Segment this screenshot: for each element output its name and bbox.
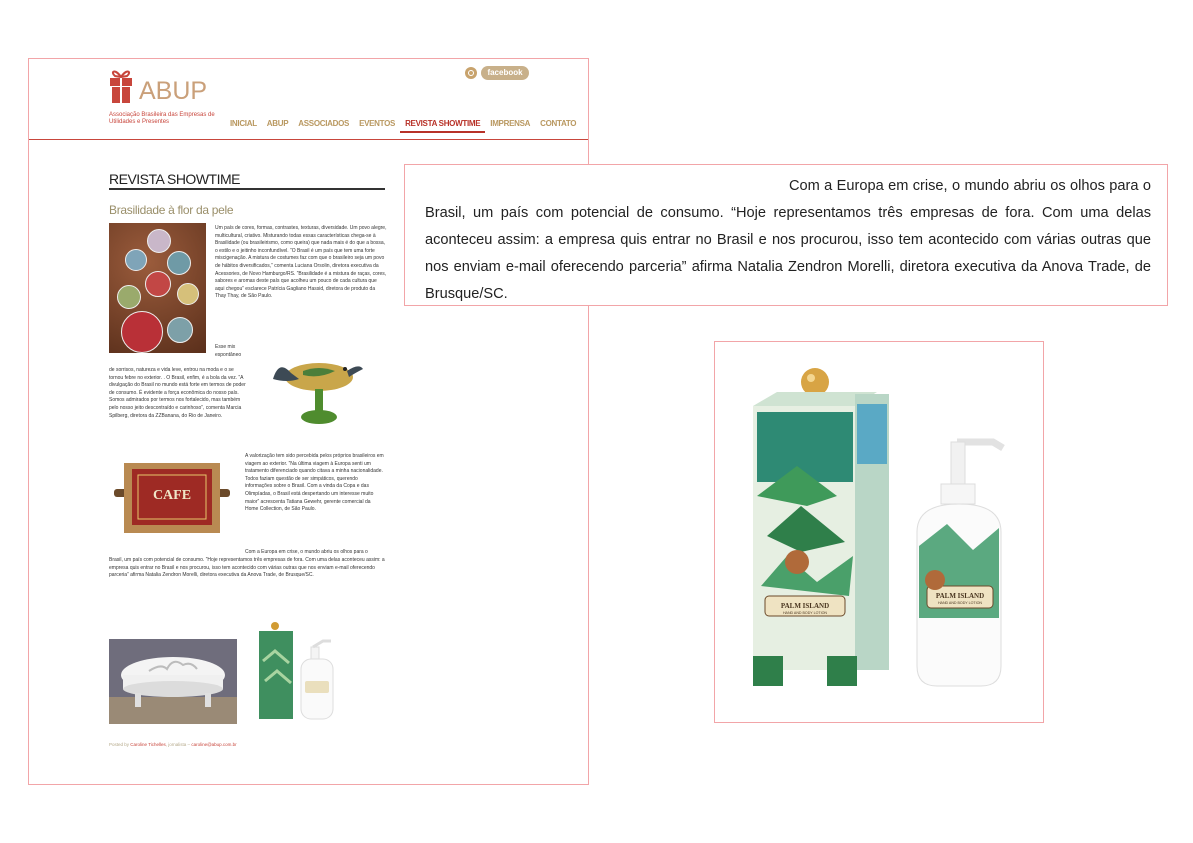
facebook-button[interactable]: facebook <box>481 66 529 80</box>
box-sublabel: HAND AND BODY LOTION <box>782 611 828 615</box>
article-paragraph-2: de sorrisos, natureza e vida leve, entrou na moda e o se tornou febre no exterior. . O Brasil, enfim, é a bola da vez. “A divulgação do Brasil no mundo está forte em termos de poder de consumo. É evidente a força econômica do nosso país. Somos admirados por termos nos fortalecido, mas também pelo nosso jeito descontraído e carinhoso”, comenta Marcia Spilberg, diretora da ZZBanana, do Rio de Janeiro. <box>109 367 246 419</box>
site-header <box>29 59 588 140</box>
tray-text: CAFE <box>152 488 192 503</box>
article-title[interactable]: Brasilidade à flor da pele <box>109 203 234 217</box>
nav-imprensa[interactable]: IMPRENSA <box>490 119 531 128</box>
palm-island-product-thumbnail <box>255 621 337 721</box>
article-paragraph-4-start: Com a Europa em crise, o mundo abriu os olhos para o <box>245 549 368 555</box>
nav-eventos[interactable]: EVENTOS <box>359 119 396 128</box>
box-label: PALM ISLAND <box>780 602 830 610</box>
post-footer <box>109 742 237 747</box>
footer-prefix: Posted by <box>109 742 131 747</box>
zoomed-product-frame <box>714 341 1044 723</box>
nav-associados[interactable]: ASSOCIADOS <box>298 119 350 128</box>
footer-email[interactable]: caroline@abup.com.br <box>191 742 237 747</box>
footer-author[interactable]: Caroline Tichelles <box>130 742 166 747</box>
palm-island-product-image <box>737 356 1021 708</box>
footer-mid: , jornalista – <box>165 742 192 747</box>
article-paragraph-3: A valorização tem sido percebida pelos próprios brasileiros em viagem ao exterior. “Na última viagem à Europa senti um tratamento diferenciado quando citava a minha nacionalidade. Todos faziam questão de ser simpáticos, querendo informações sobre o Brasil. Com a vinda da Copa e das Olimpíadas, o Brasil está despertando um interesse muito maior” acrescenta Tatiana Gewehr, gerente comercial da Home Collection, de São Paulo. <box>245 453 384 513</box>
logo-text[interactable]: ABUP <box>139 77 208 105</box>
cafe-tray-image <box>112 459 232 539</box>
gift-logo-icon <box>109 68 133 104</box>
white-bowl-image <box>109 639 237 724</box>
logo-subtitle: Associação Brasileira das Empresas de Utilidades e Presentes <box>109 112 215 125</box>
search-icon[interactable] <box>465 67 477 79</box>
bottle-sublabel: HAND AND BODY LOTION <box>937 601 983 605</box>
section-title: REVISTA SHOWTIME <box>109 171 385 190</box>
article-paragraph-4: Brasil, um país com potencial de consumo. “Hoje representamos três empresas de fora. Com uma delas aconteceu assim: a empresa quis entrar no Brasil e nos procurou, isso tem acontecido com várias outras que nos enviam e-mail oferecendo parceria” afirma Natalia Zendron Morelli, diretora executiva da Anova Trade, de Brusque/SC. <box>109 557 385 579</box>
zoomed-text-callout <box>404 164 1168 306</box>
nav-abup[interactable]: ABUP <box>266 119 289 128</box>
article-paragraph-2-start: Esse mix espontâneo <box>215 344 242 358</box>
bird-figurine-image <box>269 349 364 429</box>
main-nav <box>225 119 581 133</box>
nav-contato[interactable]: CONTATO <box>540 119 577 128</box>
nav-inicial[interactable]: INICIAL <box>230 119 257 128</box>
article-paragraph-1: Um país de cores, formas, contrastes, texturas, diversidade. Um povo alegre, multicultural, criativo. Misturando todas essas características chega-se à Brasilidade (ou brasileirismo, como queira) que nada mais é do que a bossa, o estilo e o jeitinho inconfundível. “O Brasil é um país que tem uma forte miscigenação. A mistura de costumes faz com que o brasileiro seja um povo de hábitos diversificados,” comenta Luciana Orsolin, diretora executiva da Acessories, de Novo Hamburgo/RS. “Brasilidade é a mistura de raças, cores, sabores e aromas deste país que acolheu um pouco de cada cultura que aqui chegou” esclarece Patrícia Gagliano Hassid, diretora de produto da Thay Thay, de São Paulo. <box>215 225 387 300</box>
bottle-label: PALM ISLAND <box>935 592 985 600</box>
nav-revista-showtime[interactable]: REVISTA SHOWTIME <box>400 119 485 133</box>
callout-text: Com a Europa em crise, o mundo abriu os olhos para o Brasil, um país com potencial de consumo. “Hoje representamos três empresas de fora. Com uma delas aconteceu assim: a empresa quis entrar no Brasil e nos procurou, isso tem acontecido com várias outras que nos enviam e-mail oferecendo parceria” afirma Natalia Zendron Morelli, diretora executiva da Anova Trade, de Brusque/SC. <box>425 178 1151 302</box>
decorative-plates-image <box>109 223 206 353</box>
